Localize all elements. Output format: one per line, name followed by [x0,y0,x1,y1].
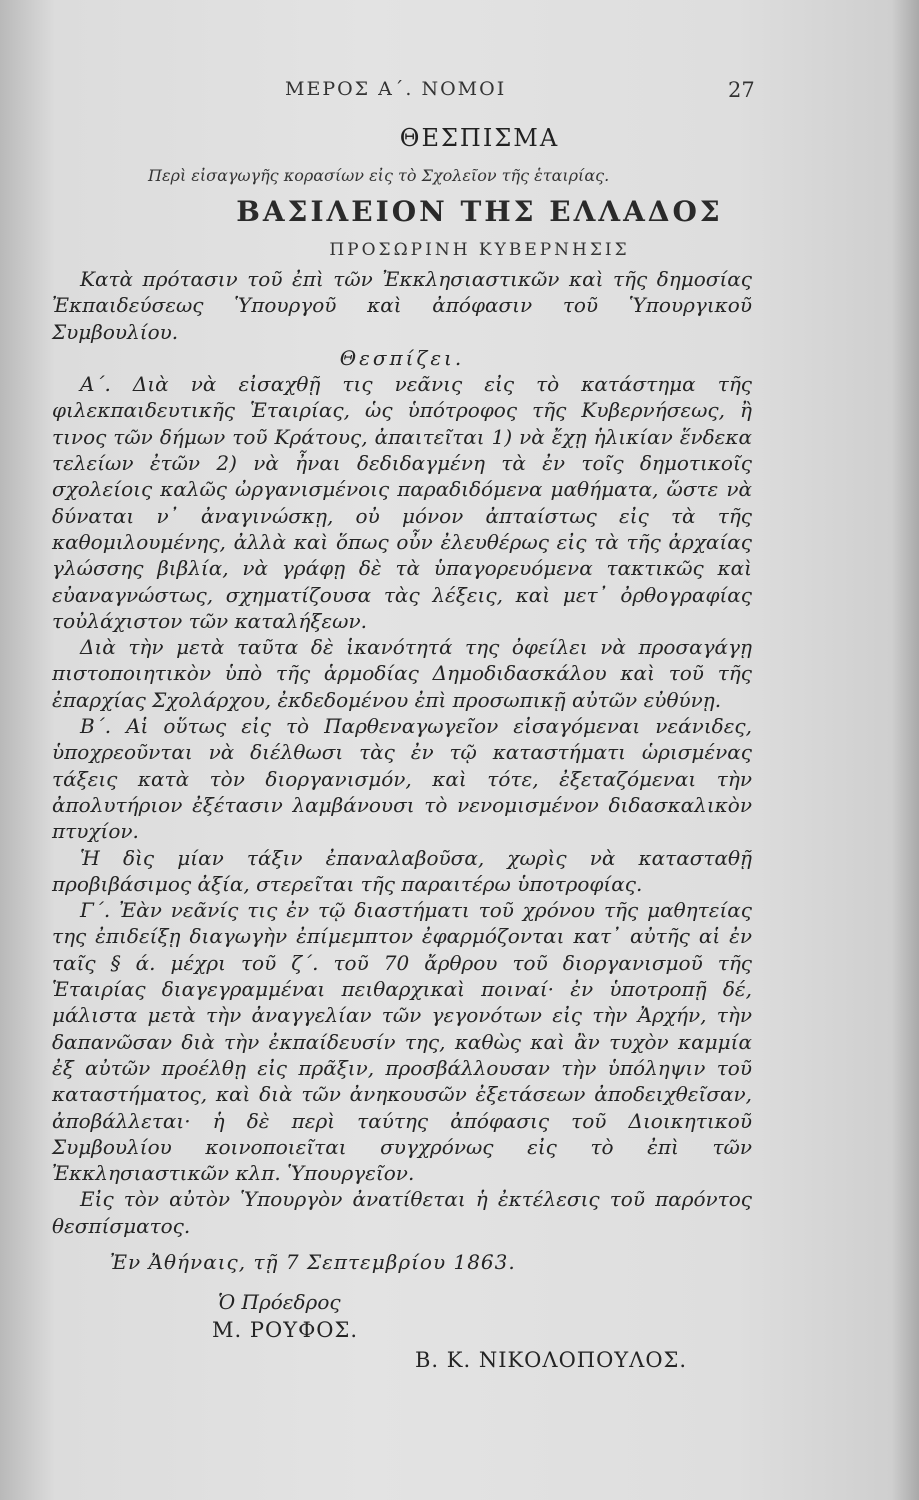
president-name: Μ. ΡΟΥΦΟΣ. [212,1318,359,1342]
secretary-name: Β. Κ. ΝΙΚΟΛΟΠΟΥΛΟΣ. [415,1348,688,1372]
government-heading: ΠΡΟΣΩΡΙΝΗ ΚΥΒΕΡΝΗΣΙΣ [329,240,630,260]
decree-title: ΘΕΣΠΙΣΜΑ [399,124,560,152]
decree-body [52,266,752,1239]
running-head: ΜΕΡΟΣ Α΄. ΝΟΜΟΙ [285,78,507,100]
date-line: Ἐν Ἀθήναις, τῇ 7 Σεπτεμβρίου 1863. [110,1250,516,1274]
article-a-continuation: Διὰ τὴν μετὰ ταῦτα δὲ ἱκανότητά της ὀφείλει νὰ προσαγάγῃ πιστοποιητικὸν ὑπὸ τῆς ἁρμοδίας Δημοδιδασκάλου καὶ τοῦ τῆς ἐπαρχίας Σχολάρχου, ἐκδεδομένου ἐπὶ προσωπικῇ αὐτῶν εὐθύνῃ. [52,635,752,712]
president-title: Ὁ Πρόεδρος [218,1290,341,1314]
execution-paragraph: Εἰς τὸν αὐτὸν Ὑπουργὸν ἀνατίθεται ἡ ἐκτέλεσις τοῦ παρόντος θεσπίσματος. [52,1187,752,1238]
decree-subject: Περὶ εἰσαγωγῆς κορασίων εἰς τὸ Σχολεῖον τῆς ἑταιρίας. [148,166,610,185]
page-header [0,78,919,108]
page-number: 27 [728,78,755,102]
article-b-paragraph: Β΄. Αἱ οὕτως εἰς τὸ Παρθεναγωγεῖον εἰσαγόμεναι νεάνιδες, ὑποχρεοῦνται νὰ διέλθωσι τὰς ἐν τῷ καταστήματι ὡρισμένας τάξεις κατὰ τὸν διοργανισμόν, καὶ τότε, ἐξεταζόμεναι τὴν ἀπολυτήριον ἐξέτασιν λαμβάνουσι τὸ νενομισμένον διδασκαλικὸν πτυχίον. [52,714,752,844]
enactment-formula: Θεσπίζει. [339,345,465,370]
article-c-paragraph: Γ΄. Ἐὰν νεᾶνίς τις ἐν τῷ διαστήματι τοῦ χρόνου τῆς μαθητείας της ἐπιδείξῃ διαγωγὴν ἐπίμεμπτον ἐφαρμόζονται κατ᾽ αὐτῆς αἱ ἐν ταῖς § ά. μέχρι τοῦ ζ΄. τοῦ 70 ἄρθρου τοῦ διοργανισμοῦ τῆς Ἑταιρίας διαγεγραμμέναι πειθαρχικαὶ ποιναί· ἐν ὑποτροπῇ δέ, μάλιστα μετὰ τὴν ἀναγγελίαν τῶν γεγονότων εἰς τὴν Ἀρχήν, τὴν δαπανῶσαν διὰ τὴν ἐκπαίδευσίν της, καθὼς καὶ ἂν τυχὸν καμμία ἐξ αὐτῶν προέλθῃ εἰς πρᾶξιν, προσβάλλουσαν τὴν ὑπόληψιν τοῦ καταστήματος, καὶ διὰ τῶν ἀνηκουσῶν ἐξετάσεων ἀποδειχθεῖσαν, ἀποβάλλεται· ἡ δὲ περὶ ταύτης ἀπόφασις τοῦ Διοικητικοῦ Συμβουλίου κοινοποιεῖται συγχρόνως εἰς τὸ ἐπὶ τῶν Ἐκκλησιαστικῶν κλπ. Ὑπουργεῖον. [52,898,752,1186]
article-a-paragraph: Α΄. Διὰ νὰ εἰσαχθῇ τις νεᾶνις εἰς τὸ κατάστημα τῆς φιλεκπαιδευτικῆς Ἑταιρίας, ὡς ὑπότροφος τῆς Κυβερνήσεως, ἢ τινος τῶν δήμων τοῦ Κράτους, ἀπαιτεῖται 1) νὰ ἔχῃ ἡλικίαν ἕνδεκα τελείων ἐτῶν 2) νὰ ἦναι δεδιδαγμένη τὰ ἐν τοῖς δημοτικοῖς σχολείοις καλῶς ὠργανισμένοις παραδιδόμενα μαθήματα, ὥστε νὰ δύναται ν᾽ ἀναγινώσκῃ, οὐ μόνον ἀπταίστως εἰς τὰ τῆς καθομιλουμένης, ἀλλὰ καὶ ὅπως οὖν ἐλευθέρως εἰς τὰ τῆς ἀρχαίας γλώσσης βιβλία, νὰ γράφῃ δὲ τὰ ὑπαγορευόμενα τακτικῶς καὶ εὐαναγνώστως, σχηματίζουσα τὰς λέξεις, καὶ μετ᾽ ὀρθογραφίας τοὐλάχιστον τῶν καταλήξεων. [52,372,752,633]
article-b-continuation: Ἡ δὶς μίαν τάξιν ἐπαναλαβοῦσα, χωρὶς νὰ κατασταθῇ προβιβάσιμος ἀξία, στερεῖται τῆς παραιτέρω ὑποτροφίας. [52,845,752,896]
kingdom-heading: ΒΑΣΙΛΕΙΟΝ ΤΗΣ ΕΛΛΑΔΟΣ [236,195,723,228]
preamble-paragraph: Κατὰ πρότασιν τοῦ ἐπὶ τῶν Ἐκκλησιαστικῶν καὶ τῆς δημοσίας Ἐκπαιδεύσεως Ὑπουργοῦ καὶ ἀπόφασιν τοῦ Ὑπουργικοῦ Συμβουλίου. [52,267,752,344]
